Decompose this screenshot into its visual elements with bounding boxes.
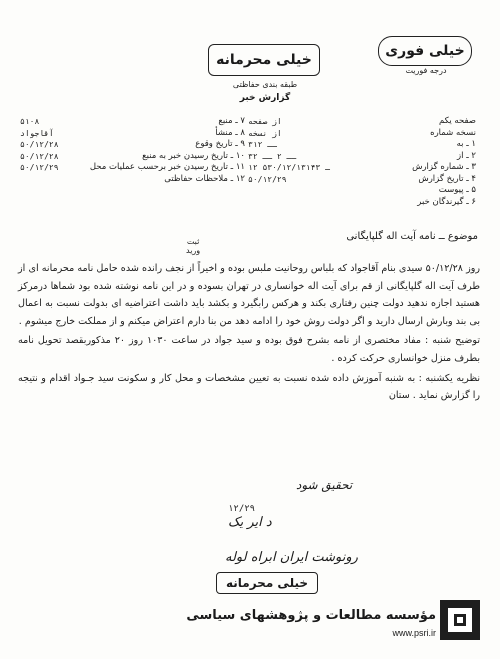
registry-stamp-bottom: ورید <box>186 246 201 255</box>
field-row: آقاجواد ۸ ـ منشأ <box>20 127 245 138</box>
fields-left <box>20 116 245 185</box>
subject-label: موضوع <box>447 231 478 242</box>
priority-caption: درجه فوریت <box>405 66 447 75</box>
field-row: از صفحه صفحه یکم <box>248 116 476 126</box>
classification-stamp: خیلی محرمانه <box>208 44 320 76</box>
bottom-classification-stamp: خیلی محرمانه <box>216 572 318 594</box>
classification-caption: طبقه بندی حفاظتی <box>232 80 298 89</box>
field-row: ۱۲ ـ ملاحظات حفاظتی <box>164 173 245 184</box>
body-paragraph-opinion: نظریه یکشنبه : به شنبه آموزش داده شده نسبت به تعیین مشخصات و محل کار و سکونت سید جـواد اقدام و نتیجه را گزارش نماید . ستان <box>18 372 480 402</box>
handwritten-scribble-1: د ایر یک <box>228 515 272 530</box>
subject-text: نامه آیت اله گلپایگانی <box>346 231 436 242</box>
handwritten-scribble-2: رونوشت ایران ابراه لوله <box>225 550 358 565</box>
registry-stamp <box>186 237 200 255</box>
field-row: ۱۲ ـ ۵۳۰/۱۲/۱۳۱۴۳ ۳ ـ شماره گزارش <box>248 162 476 172</box>
field-row: ۶ ـ گیرندگان خبر <box>417 196 476 207</box>
field-row: ۵۰/۱۲/۲۹ ۱۱ ـ تاریخ رسیدن خبر برحسب عملیات محل <box>20 162 245 172</box>
field-row: ۵۰/۱۲/۲۸ ۱۰ ـ تاریخ رسیدن خبر به منبع <box>20 150 245 161</box>
fields-right <box>248 116 476 208</box>
subject-line: موضوع ــ نامه آیت اله گلپایگانی <box>346 231 478 242</box>
field-row: ۳۱۲ ــ ۱ ـ به <box>248 139 476 149</box>
handwritten-date: ۱۲/۲۹ <box>228 504 256 514</box>
field-row: ۵ ـ پیوست <box>438 185 476 195</box>
institute-url[interactable]: www.psri.ir <box>392 628 436 638</box>
registry-stamp-top: ثبت <box>186 237 200 246</box>
priority-stamp: خیلی فوری <box>378 36 472 66</box>
field-row: ۵۰/۱۲/۲۹ ۴ ـ تاریخ گزارش <box>248 173 476 184</box>
institute-logo-icon <box>440 600 480 640</box>
body-paragraph-main: روز ۵۰/۱۲/۲۸ سیدی بنام آقاجواد که بلباس روحانیت ملبس بوده و اخیراً از نجف رانده شده حامل نامه محرمانه ای از طرف آیت اله گلپایگانی از قم برای آیت اله خوانساری در تهران بسوده و در این نامه نوشته شده بود شماها درمرکز هستید اجازه ندهید دولت چنین رفتاری بکند و هرکس رابگیرد و بکشد باید داشت اعتراضیه ای بدولت نسبت به اعمال بی بند وبارش ارسال دارید و اگر دولت روش خود را ادامه دهد من بنا دارم اعتراض میکنم و از مملکت خارج میشوم . <box>18 263 480 327</box>
report-body <box>18 260 480 405</box>
field-row: از نسخه نسخه شماره <box>248 127 476 138</box>
field-row: ۳۲ ــ ۲ ــ ۲ ـ از <box>248 150 476 161</box>
report-title: گزارش خبر <box>239 93 291 103</box>
institute-name: مؤسسه مطالعات و پژوهشهای سیاسی <box>186 608 436 623</box>
handwritten-annotation: تحقیق شود <box>296 478 353 492</box>
field-row: ۵۱۰۸ ۷ ـ منبع <box>20 116 245 126</box>
field-row: ۵۰/۱۲/۲۸ ۹ ـ تاریخ وقوع <box>20 139 245 149</box>
body-paragraph-explanation: توضیح شنبه : مفاد مختصری از نامه بشرح فوق بوده و سید جواد در ساعت ۱۰۳۰ روز ۲۰ مذکوربقصد تحویل نامه بطرف منزل خوانساری حرکت کرده . <box>18 335 480 364</box>
